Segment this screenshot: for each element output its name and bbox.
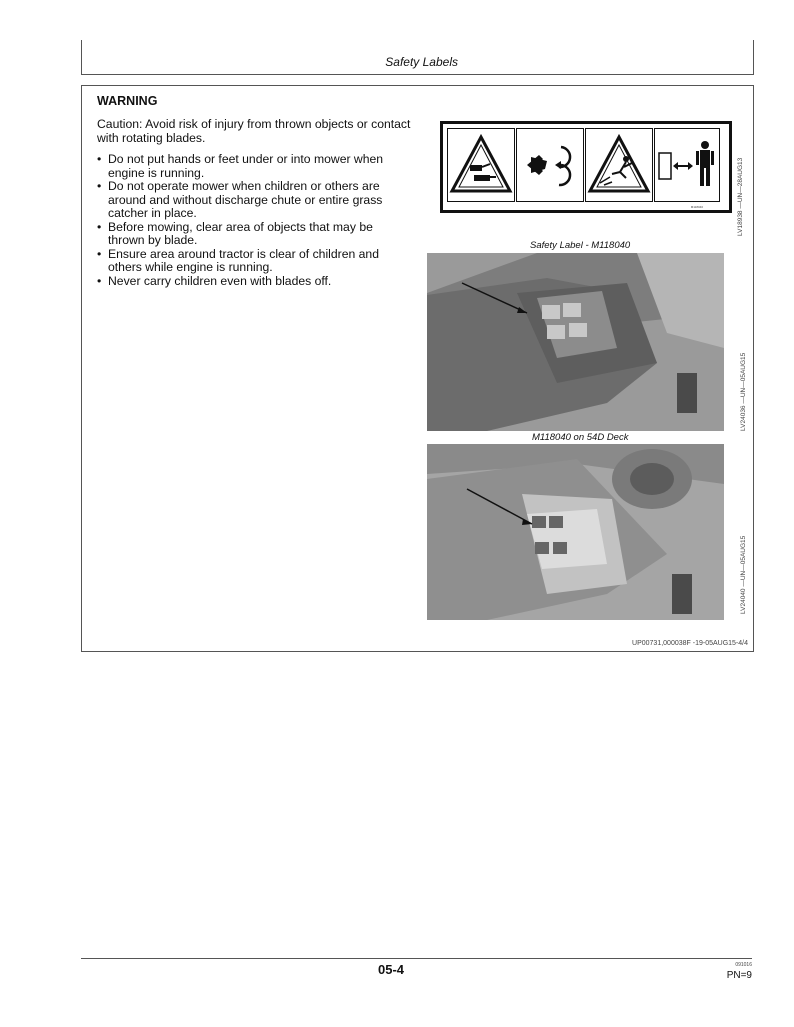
section-title: Safety Labels bbox=[385, 55, 458, 69]
deck-photo-2 bbox=[427, 444, 724, 620]
warning-section bbox=[81, 85, 754, 652]
caption-safety-label: Safety Label - M118040 bbox=[530, 240, 631, 251]
safety-label-graphic bbox=[440, 121, 732, 213]
thrown-object-icon bbox=[585, 128, 653, 202]
list-item: • Never carry children even with blades off. bbox=[97, 275, 407, 289]
list-item: • Do not operate mower when children or others are around and without discharge chute or entire grass catcher in place. bbox=[97, 180, 407, 221]
section-code: UP00731,000038F -19-05AUG15-4/4 bbox=[632, 640, 748, 647]
page-number: 05-4 bbox=[378, 962, 405, 977]
rotating-blade-icon bbox=[516, 128, 584, 202]
list-item: • Before mowing, clear area of objects that may be thrown by blade. bbox=[97, 221, 407, 248]
page-header bbox=[81, 40, 754, 75]
warning-title: WARNING bbox=[97, 94, 158, 108]
label-part-number-mark: M118040 bbox=[690, 205, 703, 209]
footer-small-code: 091016 bbox=[735, 962, 752, 968]
hand-under-deck-icon bbox=[447, 128, 515, 202]
keep-distance-icon bbox=[654, 128, 720, 202]
warning-list bbox=[97, 153, 407, 288]
deck-photo-1 bbox=[427, 253, 724, 431]
list-item: • Do not put hands or feet under or into mower when engine is running. bbox=[97, 153, 407, 180]
photo1-code: LV24036 —UN—05AUG15 bbox=[740, 352, 747, 431]
label-code: LV18938 —UN—28AUG13 bbox=[737, 157, 744, 236]
list-item: • Ensure area around tractor is clear of children and others while engine is running. bbox=[97, 248, 407, 275]
footer-divider bbox=[81, 958, 752, 959]
pn-marker: PN=9 bbox=[726, 970, 752, 981]
caution-text: Caution: Avoid risk of injury from thrown objects or contact with rotating blades. bbox=[97, 117, 411, 145]
caption-deck: M118040 on 54D Deck bbox=[532, 432, 629, 443]
photo2-code: LV24040 —UN—05AUG15 bbox=[740, 535, 747, 614]
